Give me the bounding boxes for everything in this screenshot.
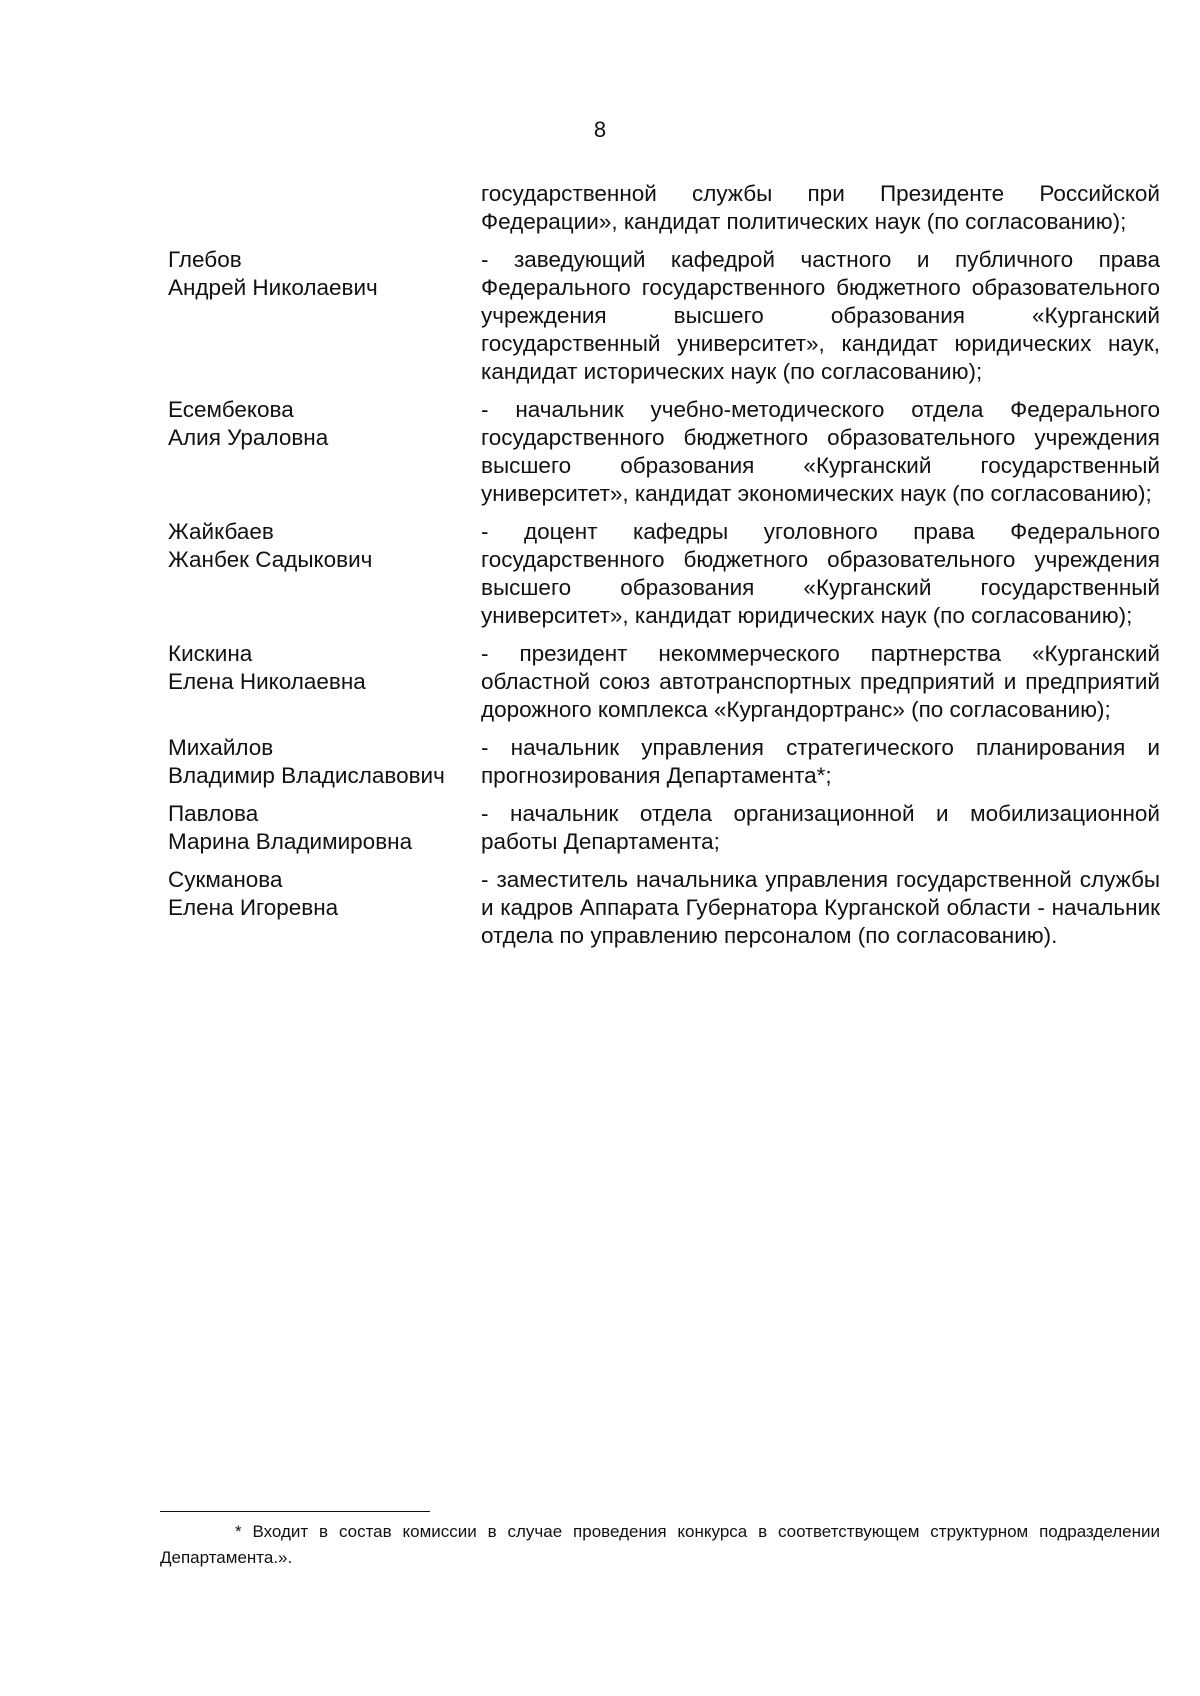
member-row <box>168 518 1160 630</box>
member-given-names: Владимир Владиславович <box>168 763 445 788</box>
member-surname: Жайкбаев <box>168 519 274 544</box>
member-position: - заместитель начальника управления государственной службы и кадров Аппарата Губернатора Курганской области - начальник отдела по управлению персоналом (по согласованию). <box>481 867 1160 948</box>
member-row <box>168 734 1160 790</box>
member-position: - доцент кафедры уголовного права Федерального государственного бюджетного образовательного учреждения высшего образования «Курганский государственный университет», кандидат юридических наук (по согласованию); <box>481 519 1160 628</box>
continuation-text: государственной службы при Президенте Российской Федерации», кандидат политических наук (по согласованию); <box>481 181 1160 234</box>
member-list <box>168 180 1160 960</box>
member-row <box>168 246 1160 386</box>
member-given-names: Жанбек Садыкович <box>168 547 373 572</box>
member-given-names: Елена Игоревна <box>168 895 339 920</box>
member-name <box>168 800 481 856</box>
member-surname: Есембекова <box>168 397 294 422</box>
member-surname: Кискина <box>168 641 253 666</box>
member-row <box>168 866 1160 950</box>
member-surname: Глебов <box>168 247 242 272</box>
footnote: * Входит в состав комиссии в случае проведения конкурса в соответствующем структурном подразделении Департамента.». <box>160 1522 1160 1567</box>
member-row <box>168 640 1160 724</box>
member-surname: Михайлов <box>168 735 274 760</box>
member-name <box>168 396 481 508</box>
member-row <box>168 396 1160 508</box>
member-given-names: Елена Николаевна <box>168 669 366 694</box>
member-position: - президент некоммерческого партнерства «Курганский областной союз автотранспортных предприятий и предприятий дорожного комплекса «Кургандортранс» (по согласованию); <box>481 641 1160 722</box>
footnote-separator <box>160 1511 430 1512</box>
member-name <box>168 866 481 950</box>
member-position: - начальник отдела организационной и мобилизационной работы Департамента; <box>481 801 1160 854</box>
member-row <box>168 800 1160 856</box>
member-surname: Павлова <box>168 801 259 826</box>
member-name <box>168 518 481 630</box>
member-name <box>168 734 481 790</box>
member-given-names: Алия Ураловна <box>168 425 329 450</box>
member-name <box>168 640 481 724</box>
member-surname: Сукманова <box>168 867 283 892</box>
page-number: 8 <box>593 117 607 142</box>
member-given-names: Андрей Николаевич <box>168 275 378 300</box>
member-position: - начальник учебно-методического отдела Федерального государственного бюджетного образовательного учреждения высшего образования «Курганский государственный университет», кандидат экономических наук (по согласованию); <box>481 397 1160 506</box>
member-position: - заведующий кафедрой частного и публичного права Федерального государственного бюджетного образовательного учреждения высшего образования «Курганский государственный университет», кандидат юридических наук, кандидат исторических наук (по согласованию); <box>481 247 1160 384</box>
member-given-names: Марина Владимировна <box>168 829 413 854</box>
member-position: - начальник управления стратегического планирования и прогнозирования Департамента*; <box>481 735 1160 788</box>
member-name <box>168 246 481 386</box>
